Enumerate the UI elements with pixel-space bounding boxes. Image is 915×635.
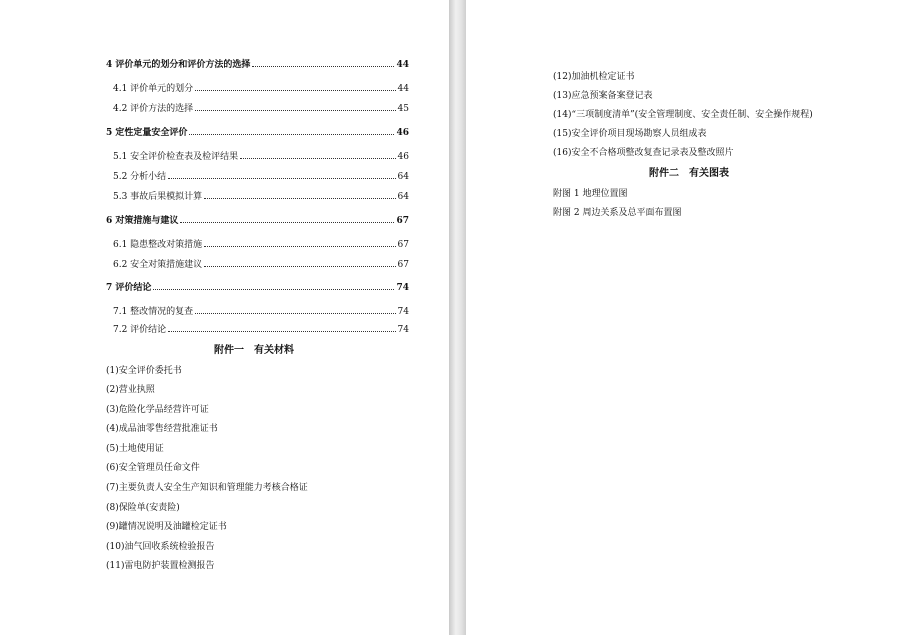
toc-page-number: 45 xyxy=(397,104,409,114)
toc-leader xyxy=(252,58,394,67)
toc-page-number: 44 xyxy=(397,84,409,94)
toc-entry[interactable] xyxy=(113,150,409,163)
right-page xyxy=(466,0,915,635)
toc-label: 5.2 分析小结 xyxy=(113,172,167,182)
annex-item: (11)雷电防护装置检测报告 xyxy=(106,561,215,571)
left-page xyxy=(0,0,449,635)
toc-page-number: 67 xyxy=(397,260,409,270)
toc-page-number: 64 xyxy=(397,192,409,202)
toc-leader xyxy=(204,190,395,199)
annex-item: (1)安全评价委托书 xyxy=(106,366,182,376)
toc-leader xyxy=(204,238,395,247)
annex-item: (8)保险单(安责险) xyxy=(106,503,180,513)
toc-entry[interactable] xyxy=(113,82,409,95)
annex-item: (6)安全管理员任命文件 xyxy=(106,463,200,473)
toc-label: 5.3 事故后果模拟计算 xyxy=(113,192,203,202)
toc-leader xyxy=(189,126,394,135)
toc-entry[interactable] xyxy=(113,170,409,183)
annex-item: 附图 1 地理位置图 xyxy=(553,189,628,199)
toc-entry[interactable] xyxy=(113,305,409,318)
toc-page-number: 74 xyxy=(396,283,409,293)
toc-page-number: 74 xyxy=(397,307,409,317)
annex-item: (10)油气回收系统检验报告 xyxy=(106,542,215,552)
toc-entry[interactable] xyxy=(106,214,409,227)
annex2-title: 附件二 有关图表 xyxy=(649,168,729,179)
toc-label: 4 评价单元的划分和评价方法的选择 xyxy=(106,60,251,70)
toc-label: 7.1 整改情况的复查 xyxy=(113,307,194,317)
toc-label: 5 定性定量安全评价 xyxy=(106,128,188,138)
toc-page-number: 67 xyxy=(396,216,409,226)
annex-item: (13)应急预案备案登记表 xyxy=(553,91,653,101)
page-gutter xyxy=(449,0,466,635)
toc-entry[interactable] xyxy=(113,238,409,251)
toc-entry[interactable] xyxy=(113,190,409,203)
toc-page-number: 67 xyxy=(397,240,409,250)
toc-entry[interactable] xyxy=(113,258,409,271)
toc-leader xyxy=(153,281,394,290)
annex-item: (12)加油机检定证书 xyxy=(553,72,635,82)
toc-label: 6 对策措施与建议 xyxy=(106,216,179,226)
annex-item: (15)安全评价项目现场勘察人员组成表 xyxy=(553,129,707,139)
annex1-title: 附件一 有关材料 xyxy=(214,345,294,356)
toc-leader xyxy=(195,305,395,314)
toc-leader xyxy=(195,102,395,111)
annex-item: (9)罐情况说明及油罐检定证书 xyxy=(106,522,227,532)
annex-item: 附图 2 周边关系及总平面布置图 xyxy=(553,208,682,218)
annex-item: (14)“三项制度清单”(安全管理制度、安全责任制、安全操作规程) xyxy=(553,110,813,120)
toc-leader xyxy=(195,82,395,91)
toc-page-number: 46 xyxy=(397,152,409,162)
annex-item: (2)营业执照 xyxy=(106,385,155,395)
toc-page-number: 64 xyxy=(397,172,409,182)
toc-entry[interactable] xyxy=(113,323,409,336)
toc-page-number: 46 xyxy=(396,128,409,138)
toc-label: 7.2 评价结论 xyxy=(113,325,167,335)
toc-leader xyxy=(168,170,395,179)
toc-entry[interactable] xyxy=(106,126,409,139)
toc-entry[interactable] xyxy=(106,58,409,71)
toc-label: 4.1 评价单元的划分 xyxy=(113,84,194,94)
toc-label: 7 评价结论 xyxy=(106,283,152,293)
toc-leader xyxy=(180,214,394,223)
toc-leader xyxy=(204,258,395,267)
toc-label: 4.2 评价方法的选择 xyxy=(113,104,194,114)
toc-label: 5.1 安全评价检查表及检评结果 xyxy=(113,152,239,162)
annex-item: (4)成品油零售经营批准证书 xyxy=(106,424,218,434)
toc-leader xyxy=(168,323,395,332)
annex-item: (5)土地使用证 xyxy=(106,444,164,454)
toc-page-number: 44 xyxy=(396,60,409,70)
toc-page-number: 74 xyxy=(397,325,409,335)
annex-item: (3)危险化学品经营许可证 xyxy=(106,405,209,415)
toc-leader xyxy=(240,150,395,159)
toc-entry[interactable] xyxy=(113,102,409,115)
toc-label: 6.2 安全对策措施建议 xyxy=(113,260,203,270)
toc-label: 6.1 隐患整改对策措施 xyxy=(113,240,203,250)
toc-entry[interactable] xyxy=(106,281,409,294)
annex-item: (16)安全不合格项整改复查记录表及整改照片 xyxy=(553,148,734,158)
annex-item: (7)主要负责人安全生产知识和管理能力考核合格证 xyxy=(106,483,308,493)
